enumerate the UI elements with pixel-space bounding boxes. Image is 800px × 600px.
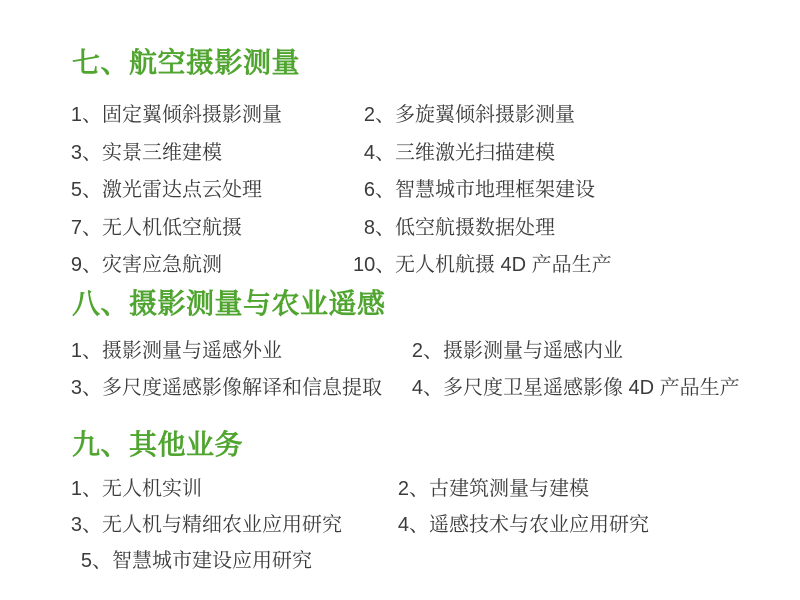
list-row bbox=[0, 97, 800, 135]
section-title-other-business: 九、其他业务 bbox=[72, 429, 244, 460]
list-item bbox=[353, 97, 575, 135]
item-text: 无人机航摄 4D 产品生产 bbox=[395, 254, 612, 276]
list-item bbox=[60, 210, 242, 248]
list-row bbox=[0, 370, 800, 407]
item-text: 古建筑测量与建模 bbox=[429, 478, 589, 500]
list-item bbox=[387, 507, 649, 543]
list-row bbox=[0, 507, 800, 543]
item-text: 低空航摄数据处理 bbox=[395, 216, 555, 239]
list-row bbox=[0, 210, 800, 248]
item-number: 10、 bbox=[353, 254, 396, 276]
item-number: 2、 bbox=[411, 340, 443, 362]
list-item bbox=[387, 471, 589, 507]
item-number: 3、 bbox=[70, 514, 102, 536]
list-item bbox=[60, 247, 222, 285]
list-item bbox=[401, 333, 623, 370]
item-number: 6、 bbox=[363, 179, 395, 201]
item-number: 3、 bbox=[70, 377, 102, 399]
item-text: 激光雷达点云处理 bbox=[102, 179, 262, 201]
section-title-aerial-photogrammetry: 七、航空摄影测量 bbox=[72, 47, 301, 78]
item-number: 5、 bbox=[80, 550, 112, 572]
item-number: 8、 bbox=[363, 216, 395, 239]
list-row bbox=[0, 471, 800, 507]
section-list-photogrammetry-agriculture-remote-sensing bbox=[0, 333, 800, 407]
item-number: 1、 bbox=[70, 104, 102, 126]
list-row bbox=[0, 247, 800, 285]
list-item bbox=[60, 333, 282, 370]
item-number: 5、 bbox=[70, 179, 102, 201]
list-item bbox=[70, 543, 312, 579]
item-text: 智慧城市建设应用研究 bbox=[112, 550, 312, 572]
list-item bbox=[401, 370, 740, 407]
section-list-aerial-photogrammetry bbox=[0, 97, 800, 285]
list-item bbox=[353, 135, 555, 173]
section-title-photogrammetry-agriculture-remote-sensing: 八、摄影测量与农业遥感 bbox=[72, 288, 386, 319]
item-number: 3、 bbox=[70, 141, 102, 164]
item-text: 多尺度遥感影像解译和信息提取 bbox=[102, 377, 382, 399]
item-number: 1、 bbox=[70, 340, 102, 362]
item-text: 摄影测量与遥感外业 bbox=[102, 340, 282, 362]
list-item bbox=[60, 471, 202, 507]
item-number: 4、 bbox=[363, 141, 395, 164]
item-number: 2、 bbox=[363, 104, 395, 126]
list-item bbox=[353, 210, 555, 248]
list-item bbox=[60, 172, 262, 210]
list-row bbox=[0, 543, 800, 579]
list-item bbox=[60, 135, 222, 173]
list-item bbox=[353, 247, 612, 285]
item-text: 无人机低空航摄 bbox=[102, 216, 242, 239]
item-text: 三维激光扫描建模 bbox=[395, 141, 555, 164]
item-text: 遥感技术与农业应用研究 bbox=[429, 514, 649, 536]
item-text: 多旋翼倾斜摄影测量 bbox=[395, 104, 575, 126]
item-text: 智慧城市地理框架建设 bbox=[395, 179, 595, 201]
item-text: 无人机与精细农业应用研究 bbox=[102, 514, 342, 536]
list-row bbox=[0, 135, 800, 173]
item-text: 摄影测量与遥感内业 bbox=[443, 340, 623, 362]
list-row bbox=[0, 333, 800, 370]
item-text: 灾害应急航测 bbox=[102, 254, 222, 276]
section-list-other-business bbox=[0, 471, 800, 579]
list-item bbox=[60, 97, 282, 135]
item-number: 4、 bbox=[411, 377, 443, 399]
item-text: 固定翼倾斜摄影测量 bbox=[102, 104, 282, 126]
item-number: 2、 bbox=[397, 478, 429, 500]
list-item bbox=[60, 507, 342, 543]
list-row bbox=[0, 172, 800, 210]
item-number: 1、 bbox=[70, 478, 102, 500]
item-text: 实景三维建模 bbox=[102, 141, 222, 164]
item-text: 多尺度卫星遥感影像 4D 产品生产 bbox=[443, 377, 740, 399]
item-number: 9、 bbox=[70, 254, 102, 276]
item-text: 无人机实训 bbox=[102, 478, 202, 500]
list-item bbox=[60, 370, 382, 407]
list-item bbox=[353, 172, 595, 210]
item-number: 4、 bbox=[397, 514, 429, 536]
item-number: 7、 bbox=[70, 216, 102, 239]
